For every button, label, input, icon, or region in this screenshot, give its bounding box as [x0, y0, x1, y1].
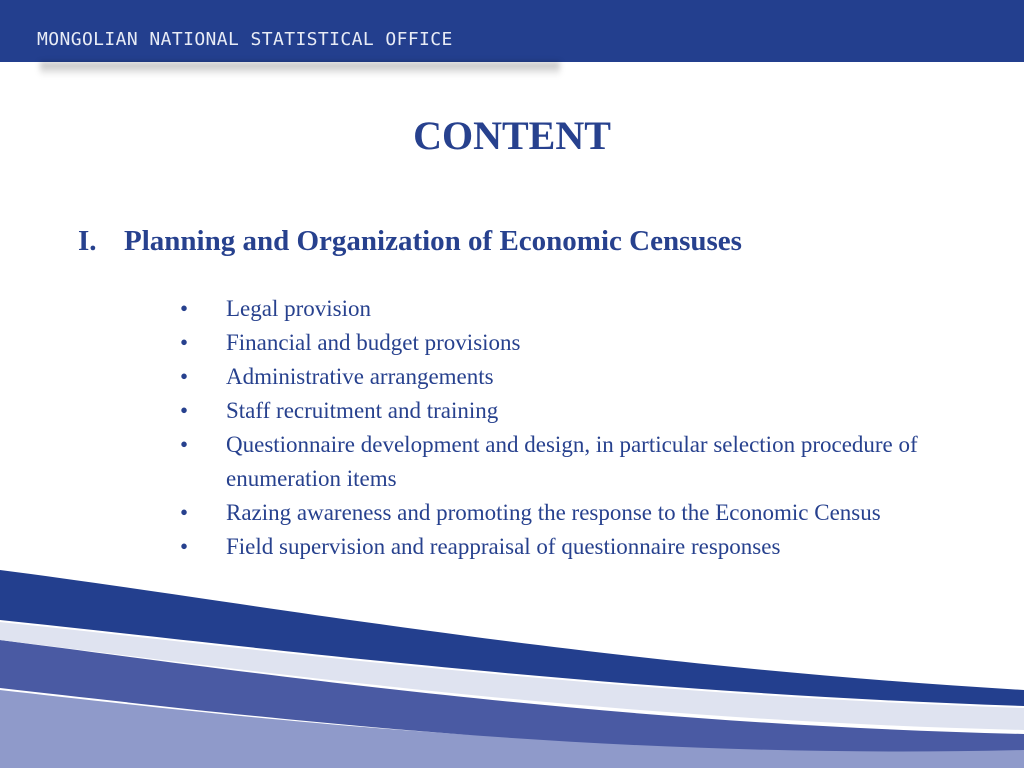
bullet-icon: •: [180, 296, 189, 321]
bullet-text: Field supervision and reappraisal of questionnaire responses: [226, 534, 781, 559]
bullet-icon: •: [180, 534, 189, 559]
bullet-icon: •: [180, 364, 189, 389]
bullet-icon: •: [180, 398, 189, 423]
bullet-text: Questionnaire development and design, in particular selection procedure of enumeration items: [226, 432, 918, 491]
bullet-text: Staff recruitment and training: [226, 398, 499, 423]
section-number: I.: [78, 225, 97, 257]
bullet-text: Administrative arrangements: [226, 364, 494, 389]
bullet-text: Legal provision: [226, 296, 371, 321]
bullet-icon: •: [180, 330, 189, 355]
bullet-icon: •: [180, 500, 189, 525]
slide-title: CONTENT: [413, 113, 611, 158]
organization-name: MONGOLIAN NATIONAL STATISTICAL OFFICE: [37, 29, 453, 50]
section-heading-text: Planning and Organization of Economic Censuses: [124, 225, 742, 257]
bullet-text: Razing awareness and promoting the response to the Economic Census: [226, 500, 881, 525]
bullet-text: Financial and budget provisions: [226, 330, 521, 355]
bullet-icon: •: [180, 432, 189, 457]
